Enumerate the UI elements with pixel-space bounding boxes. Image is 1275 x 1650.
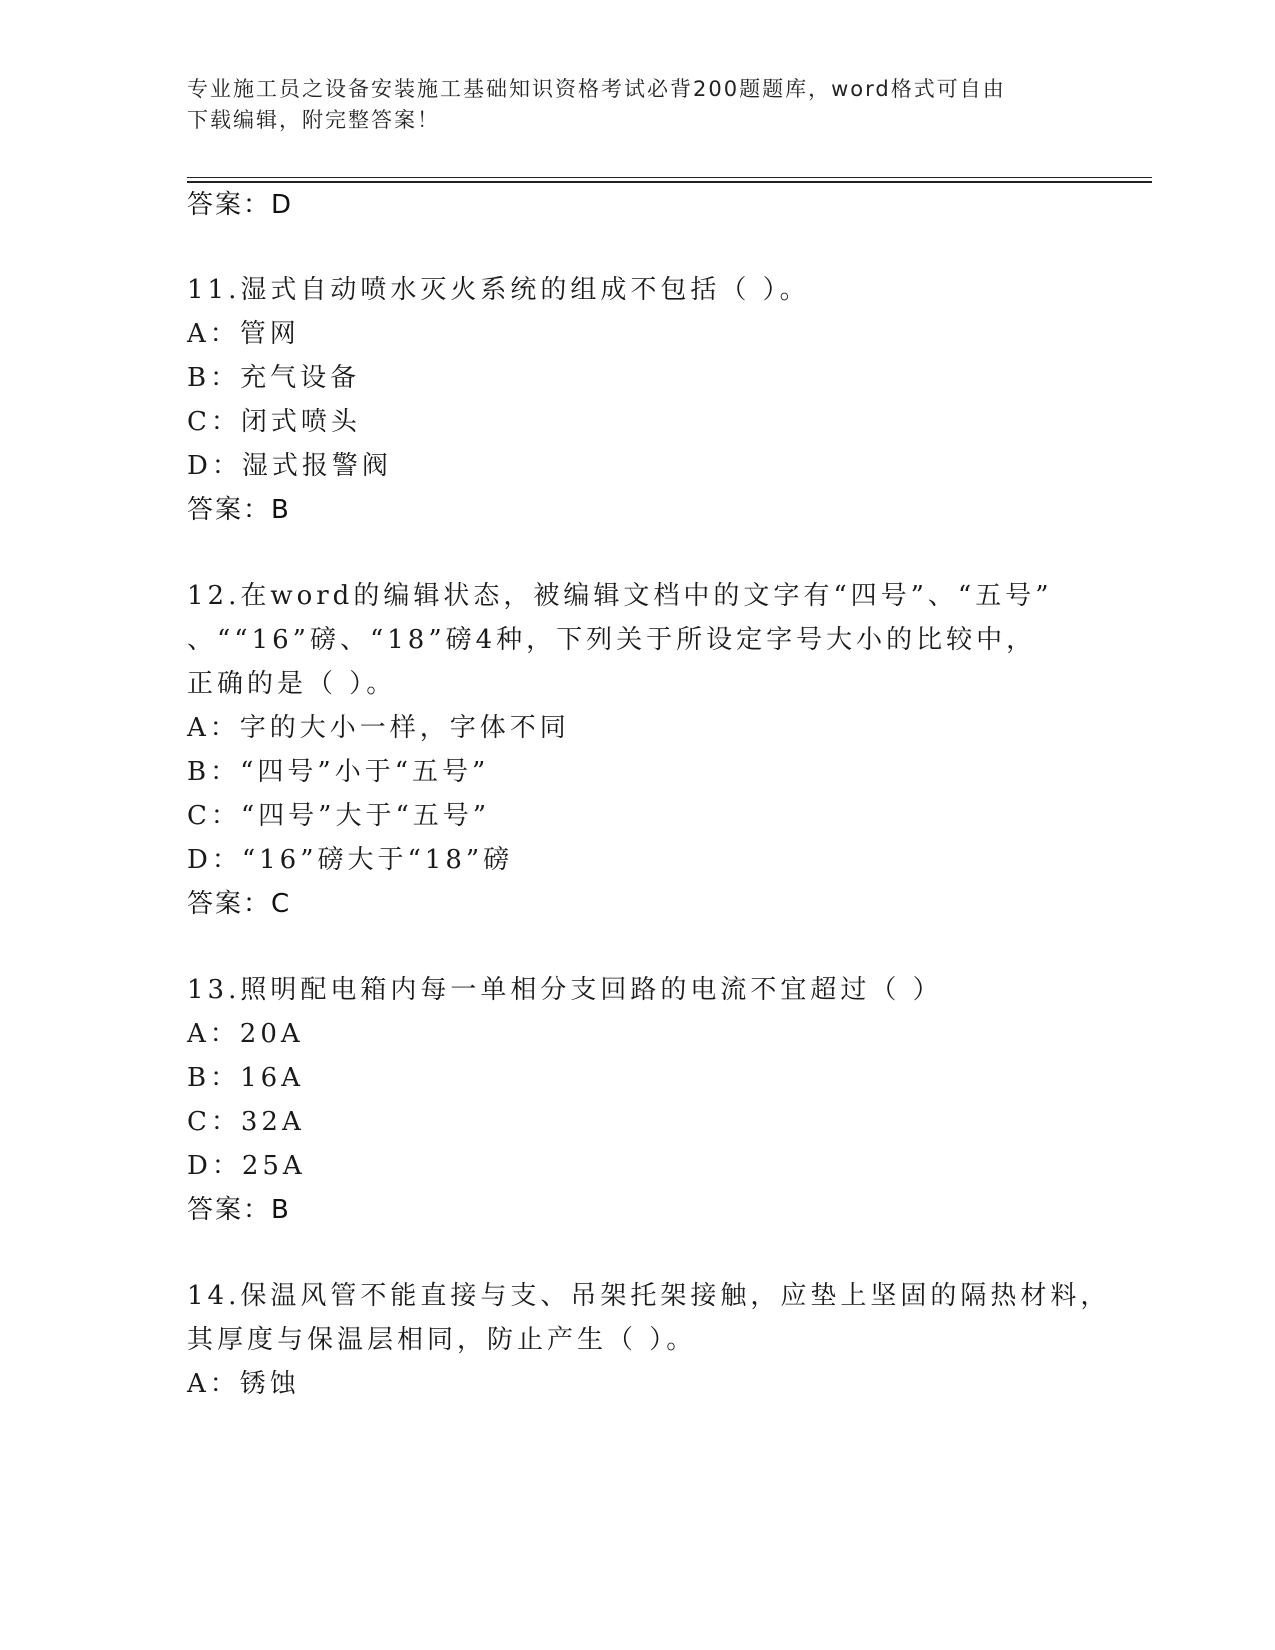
question-11-stem: 11.湿式自动喷水灭火系统的组成不包括（ ）。 [187, 275, 810, 305]
question-11-option-d: D：湿式报警阀 [187, 451, 392, 481]
header-divider-thick [187, 181, 1152, 183]
question-13-stem: 13.照明配电箱内每一单相分支回路的电流不宜超过（ ） [187, 975, 943, 1005]
document-header [187, 74, 1067, 136]
question-11-option-a: A：管网 [187, 319, 300, 349]
question-12-option-a: A：字的大小一样，字体不同 [187, 713, 570, 743]
question-12-answer: 答案：C [187, 889, 292, 919]
question-13-answer: 答案：B [187, 1195, 291, 1225]
question-12-stem-line-3: 正确的是（ ）。 [187, 669, 397, 699]
question-13-option-b: B：16A [187, 1063, 304, 1093]
header-divider-thin [187, 177, 1152, 178]
question-11-answer: 答案：B [187, 495, 291, 525]
question-12-stem-line-2: 、““16”磅、“18”磅4种，下列关于所设定字号大小的比较中， [187, 625, 1037, 655]
question-12-option-d: D：“16”磅大于“18”磅 [187, 845, 514, 875]
question-11-option-c: C：闭式喷头 [187, 407, 361, 437]
question-14-option-a: A：锈蚀 [187, 1369, 300, 1399]
question-14-stem-line-2: 其厚度与保温层相同，防止产生（ ）。 [187, 1325, 697, 1355]
question-14-stem-line-1: 14.保温风管不能直接与支、吊架托架接触，应垫上坚固的隔热材料， [187, 1281, 1111, 1311]
header-line-2: 下载编辑，附完整答案！ [187, 108, 440, 132]
question-12-stem-line-1: 12.在word的编辑状态，被编辑文档中的文字有“四号”、“五号” [187, 581, 1053, 611]
question-13-option-c: C：32A [187, 1107, 305, 1137]
question-12-option-c: C：“四号”大于“五号” [187, 801, 491, 831]
question-11-option-b: B：充气设备 [187, 363, 361, 393]
question-13-option-d: D：25A [187, 1151, 306, 1181]
header-line-1: 专业施工员之设备安装施工基础知识资格考试必背200题题库，word格式可自由 [187, 77, 1006, 101]
question-12-option-b: B：“四号”小于“五号” [187, 757, 490, 787]
question-13-option-a: A：20A [187, 1019, 304, 1049]
previous-answer: 答案：D [187, 190, 294, 220]
